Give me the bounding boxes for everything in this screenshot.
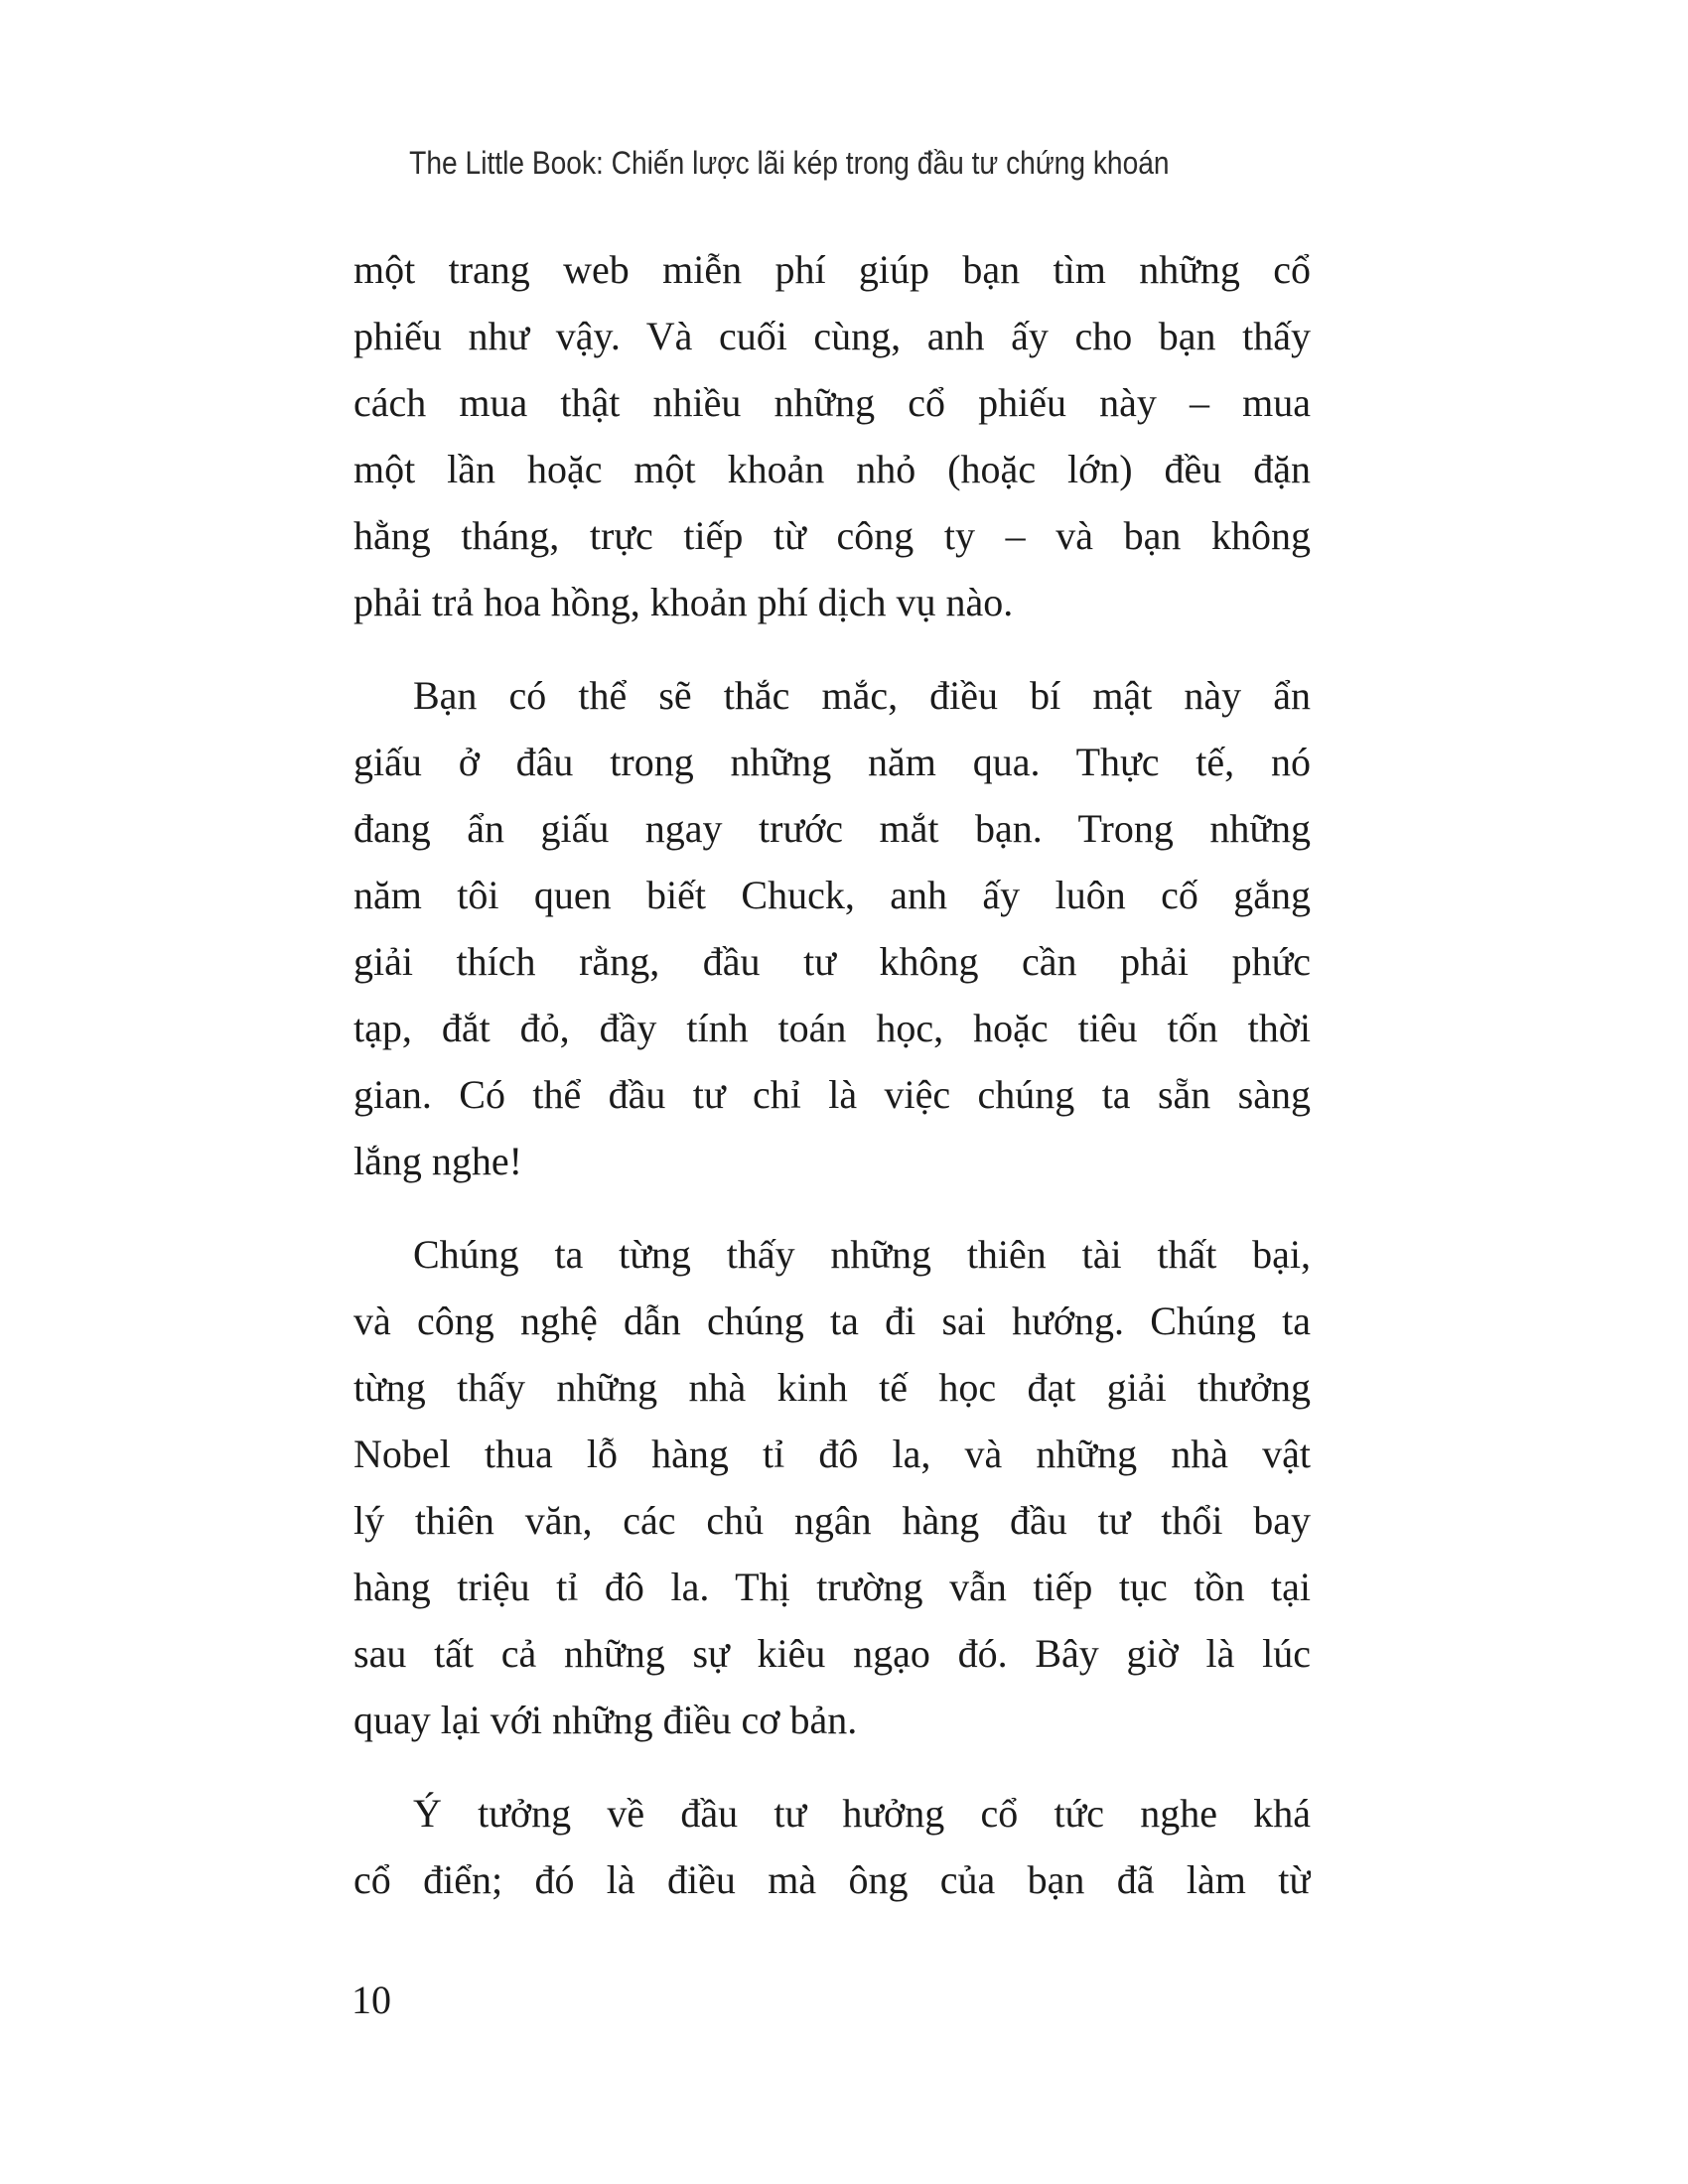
text-line: phiếu như vậy. Và cuối cùng, anh ấy cho bạn thấy — [353, 314, 1311, 358]
text-line: gian. Có thể đầu tư chỉ là việc chúng ta sẵn sàng — [353, 1072, 1311, 1117]
text-line: sau tất cả những sự kiêu ngạo đó. Bây giờ là lúc — [353, 1631, 1311, 1676]
text-line: năm tôi quen biết Chuck, anh ấy luôn cố gắng — [353, 873, 1311, 917]
paragraph — [353, 662, 1311, 1194]
text-line: Bạn có thể sẽ thắc mắc, điều bí mật này ẩn — [413, 673, 1311, 718]
text-line: tạp, đắt đỏ, đầy tính toán học, hoặc tiêu tốn thời — [353, 1006, 1311, 1050]
text-line: lý thiên văn, các chủ ngân hàng đầu tư thổi bay — [353, 1498, 1311, 1543]
text-line: cách mua thật nhiều những cổ phiếu này – mua — [353, 380, 1311, 425]
page-number: 10 — [352, 1978, 391, 2022]
text-line: một lần hoặc một khoản nhỏ (hoặc lớn) đều đặn — [353, 447, 1311, 491]
text-line: Chúng ta từng thấy những thiên tài thất bại, — [413, 1232, 1311, 1277]
text-line: từng thấy những nhà kinh tế học đạt giải thưởng — [353, 1365, 1311, 1410]
text-line: một trang web miễn phí giúp bạn tìm những cổ — [353, 247, 1311, 292]
paragraph — [353, 1780, 1311, 1913]
text-line: quay lại với những điều cơ bản. — [353, 1698, 858, 1742]
text-line: hàng triệu tỉ đô la. Thị trường vẫn tiếp tục tồn tại — [353, 1565, 1311, 1609]
text-line: hằng tháng, trực tiếp từ công ty – và bạn không — [353, 513, 1311, 558]
body-text — [353, 236, 1311, 1913]
text-line: phải trả hoa hồng, khoản phí dịch vụ nào. — [353, 580, 1014, 624]
text-line: và công nghệ dẫn chúng ta đi sai hướng. Chúng ta — [353, 1298, 1311, 1343]
text-line: Ý tưởng về đầu tư hưởng cổ tức nghe khá — [413, 1791, 1311, 1836]
text-line: cổ điển; đó là điều mà ông của bạn đã làm từ — [353, 1857, 1311, 1902]
text-line: Nobel thua lỗ hàng tỉ đô la, và những nhà vật — [353, 1432, 1311, 1476]
text-line: giấu ở đâu trong những năm qua. Thực tế, nó — [353, 740, 1311, 784]
text-line: đang ẩn giấu ngay trước mắt bạn. Trong những — [353, 806, 1311, 851]
text-line: lắng nghe! — [353, 1139, 522, 1183]
text-line: giải thích rằng, đầu tư không cần phải phức — [353, 939, 1311, 984]
paragraph — [353, 236, 1311, 635]
running-header — [0, 145, 1633, 182]
paragraph — [353, 1221, 1311, 1753]
running-header-title: The Little Book: Chiến lược lãi kép trong đầu tư chứng khoán — [409, 145, 1170, 181]
